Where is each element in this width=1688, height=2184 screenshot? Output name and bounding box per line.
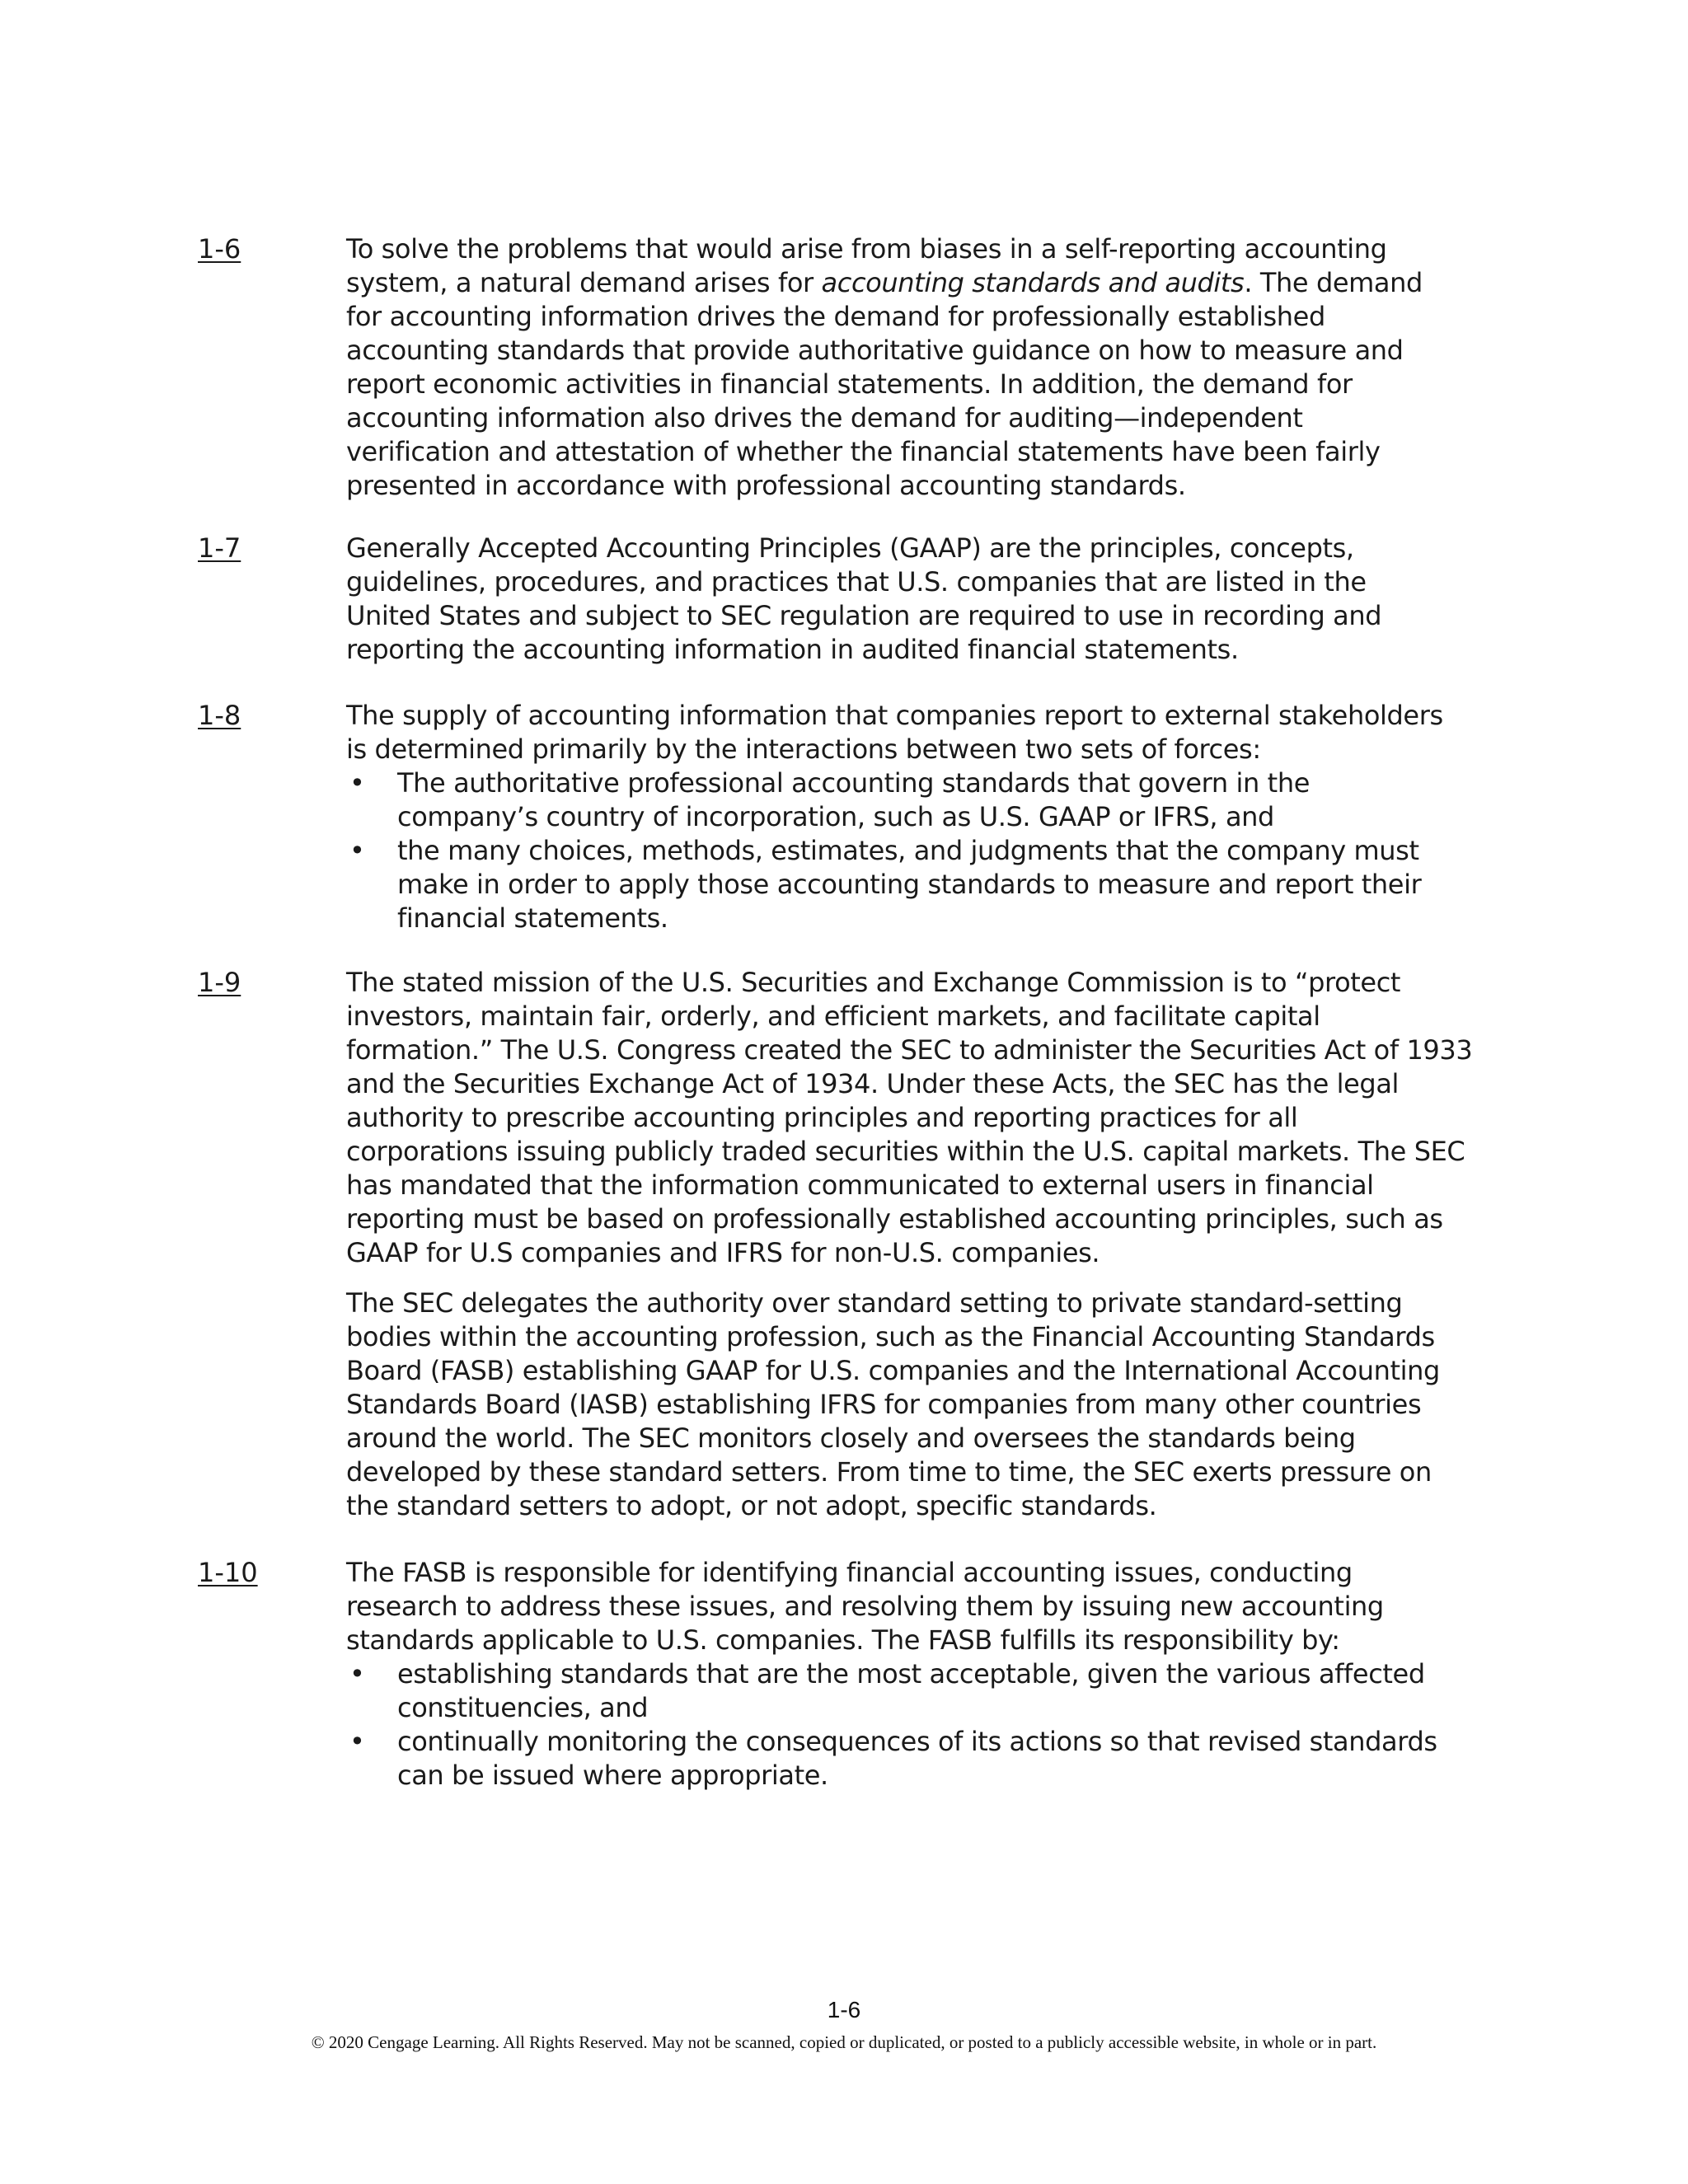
answer-paragraph: The supply of accounting information that companies report to external stakeholders is determined primarily by the interactions between two sets of forces: <box>346 700 1443 765</box>
bullet-list <box>346 766 1533 935</box>
copyright-notice: © 2020 Cengage Learning. All Rights Reserved. May not be scanned, copied or duplicated, or posted to a publicly accessible website, in whole or in part. <box>311 2032 1377 2052</box>
answer-body <box>346 532 1533 667</box>
page-number: 1-6 <box>827 1997 861 2022</box>
list-item-text: establishing standards that are the most acceptable, given the various affected constituencies, and <box>397 1658 1425 1723</box>
answer-body <box>346 232 1533 503</box>
list-item-text: the many choices, methods, estimates, and judgments that the company must make in order to apply those accounting standards to measure and report their financial statements. <box>397 835 1422 934</box>
answer-paragraph: Generally Accepted Accounting Principles (GAAP) are the principles, concepts, guidelines, procedures, and practices that U.S. companies that are listed in the United States and subject to SEC regulation are required to use in recording and reporting the accounting information in audited financial statements. <box>346 532 1382 665</box>
bullet-icon: • <box>349 1658 365 1690</box>
question-number: 1-7 <box>198 532 241 564</box>
question-number: 1-10 <box>198 1557 258 1588</box>
answer-body <box>346 1556 1533 1793</box>
question-number: 1-6 <box>198 233 241 265</box>
bullet-list <box>346 1657 1533 1793</box>
paragraph-text: . The demand for accounting information drives the demand for professionally established accounting standards that provide authoritative guidance on how to measure and report economic activities in financial statements. In addition, the demand for accounting information also drives the demand for auditing—independent verification and attestation of whether the financial statements have been fairly presented in accordance with professional accounting standards. <box>346 267 1423 501</box>
answer-body <box>346 699 1533 935</box>
list-item-text: continually monitoring the consequences of its actions so that revised standards can be issued where appropriate. <box>397 1726 1437 1791</box>
paragraph-text: To solve the problems that would arise from biases in a self-reporting accounting system, a natural demand arises for <box>346 233 1387 298</box>
emphasized-term: accounting standards and audits <box>821 267 1245 298</box>
answer-paragraph: The FASB is responsible for identifying financial accounting issues, conducting research to address these issues, and resolving them by issuing new accounting standards applicable to U.S. companies. The FASB fulfills its responsibility by: <box>346 1557 1384 1656</box>
list-item <box>346 1725 1533 1793</box>
question-number: 1-9 <box>198 967 241 998</box>
list-item-text: The authoritative professional accounting standards that govern in the company’s country of incorporation, such as U.S. GAAP or IFRS, and <box>397 767 1310 832</box>
answer-paragraph <box>346 232 1533 503</box>
bullet-icon: • <box>349 835 365 866</box>
list-item <box>346 766 1533 834</box>
bullet-icon: • <box>349 1726 365 1757</box>
bullet-icon: • <box>349 767 365 799</box>
answer-body <box>346 966 1533 1523</box>
answer-paragraph: The SEC delegates the authority over standard setting to private standard-setting bodies within the accounting profession, such as the Financial Accounting Standards Board (FASB) establishing GAAP for U.S. companies and the International Accounting Standards Board (IASB) establishing IFRS for companies from many other countries around the world. The SEC monitors closely and oversees the standards being developed by these standard setters. From time to time, the SEC exerts pressure on the standard setters to adopt, or not adopt, specific standards. <box>346 1287 1440 1521</box>
question-number: 1-8 <box>198 700 241 731</box>
answer-paragraph: The stated mission of the U.S. Securities and Exchange Commission is to “protect investors, maintain fair, orderly, and efficient markets, and facilitate capital formation.” The U.S. Congress created the SEC to administer the Securities Act of 1933 and the Securities Exchange Act of 1934. Under these Acts, the SEC has the legal authority to prescribe accounting principles and reporting practices for all corporations issuing publicly traded securities within the U.S. capital markets. The SEC has mandated that the information communicated to external users in financial reporting must be based on professionally established accounting principles, such as GAAP for U.S companies and IFRS for non-U.S. companies. <box>346 967 1473 1268</box>
list-item <box>346 1657 1533 1725</box>
list-item <box>346 834 1533 935</box>
